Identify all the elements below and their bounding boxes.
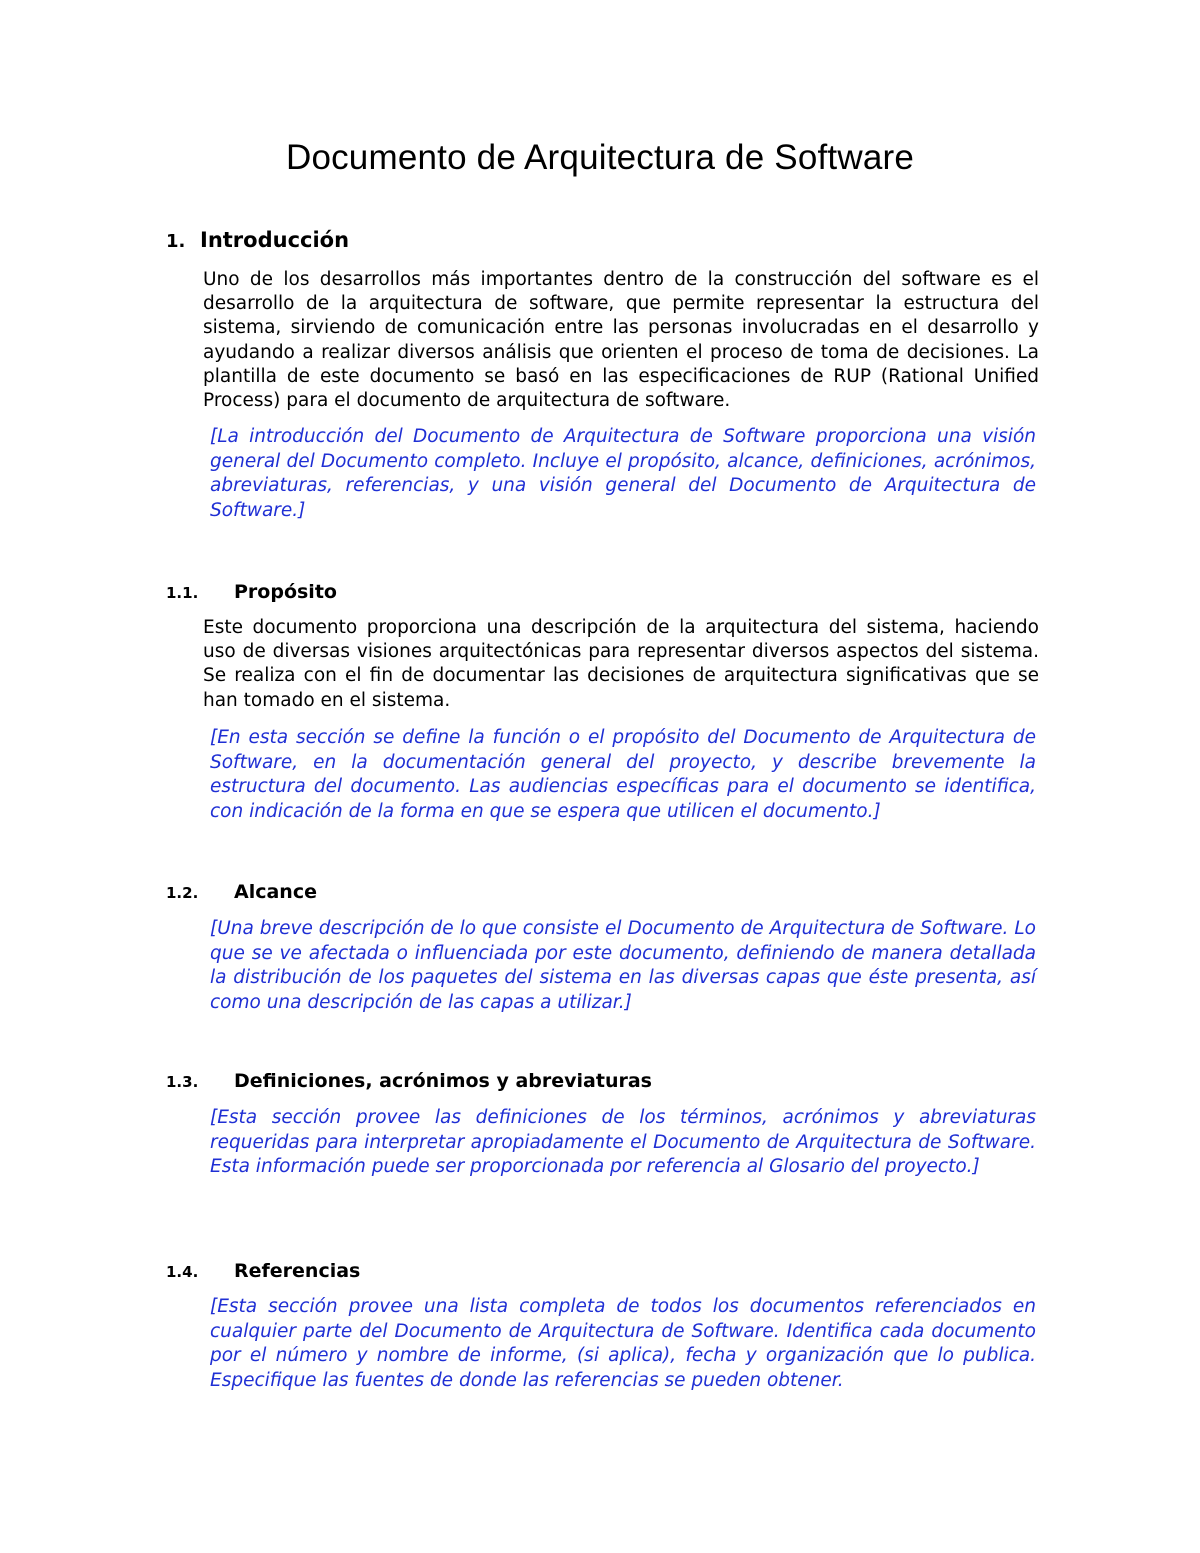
section-number: 1.	[166, 231, 186, 252]
referencias-instruction-note: [Esta sección provee una lista completa de todos los documentos referenciados en cualquier parte del Documento de Arquitectura de Software. Identifica cada documento por el número y nombre de informe, (si aplica), fecha y organización que lo publica. Especifique las fuentes de donde las referencias se pueden obtener.	[210, 1296, 1036, 1391]
section-title: Definiciones, acrónimos y abreviaturas	[234, 1070, 652, 1092]
section-title: Alcance	[234, 881, 317, 903]
section-title: Propósito	[234, 581, 337, 603]
proposito-paragraph: Este documento proporciona una descripción de la arquitectura del sistema, haciendo uso de diversas visiones arquitectónicas para representar diversos aspectos del sistema. Se realiza con el fin de documentar las decisiones de arquitectura significativas que se han tomado en el sistema.	[203, 617, 1039, 711]
alcance-instruction-note: [Una breve descripción de lo que consiste el Documento de Arquitectura de Software. Lo que se ve afectada o influenciada por este documento, definiendo de manera detallada la distribución de los paquetes del sistema en las diversas capas que éste presenta, así como una descripción de las capas a utilizar.]	[210, 918, 1036, 1013]
section-number: 1.2.	[166, 884, 199, 902]
section-number: 1.4.	[166, 1263, 199, 1281]
section-heading-referencias	[166, 1260, 360, 1282]
intro-paragraph: Uno de los desarrollos más importantes dentro de la construcción del software es el desarrollo de la arquitectura de software, que permite representar la estructura del sistema, sirviendo de comunicación entre las personas involucradas en el desarrollo y ayudando a realizar diversos análisis que orienten el proceso de toma de decisiones. La plantilla de este documento se basó en las especificaciones de RUP (Rational Unified Process) para el documento de arquitectura de software.	[203, 269, 1039, 412]
section-number: 1.1.	[166, 584, 199, 602]
section-heading-proposito	[166, 581, 337, 603]
proposito-instruction-note: [En esta sección se define la función o el propósito del Documento de Arquitectura de Software, en la documentación general del proyecto, y describe brevemente la estructura del documento. Las audiencias específicas para el documento se identifica, con indicación de la forma en que se espera que utilicen el documento.]	[210, 727, 1036, 822]
definiciones-instruction-note: [Esta sección provee las definiciones de los términos, acrónimos y abreviaturas requeridas para interpretar apropiadamente el Documento de Arquitectura de Software. Esta información puede ser proporcionada por referencia al Glosario del proyecto.]	[210, 1107, 1036, 1178]
document-title: Documento de Arquitectura de Software	[285, 138, 915, 177]
section-heading-introduccion	[166, 228, 349, 252]
section-heading-definiciones	[166, 1070, 652, 1092]
section-heading-alcance	[166, 881, 317, 903]
section-title: Introducción	[200, 228, 350, 252]
section-title: Referencias	[234, 1260, 361, 1282]
section-number: 1.3.	[166, 1073, 199, 1091]
intro-instruction-note: [La introducción del Documento de Arquitectura de Software proporciona una visión general del Documento completo. Incluye el propósito, alcance, definiciones, acrónimos, abreviaturas, referencias, y una visión general del Documento de Arquitectura de Software.]	[210, 426, 1036, 521]
